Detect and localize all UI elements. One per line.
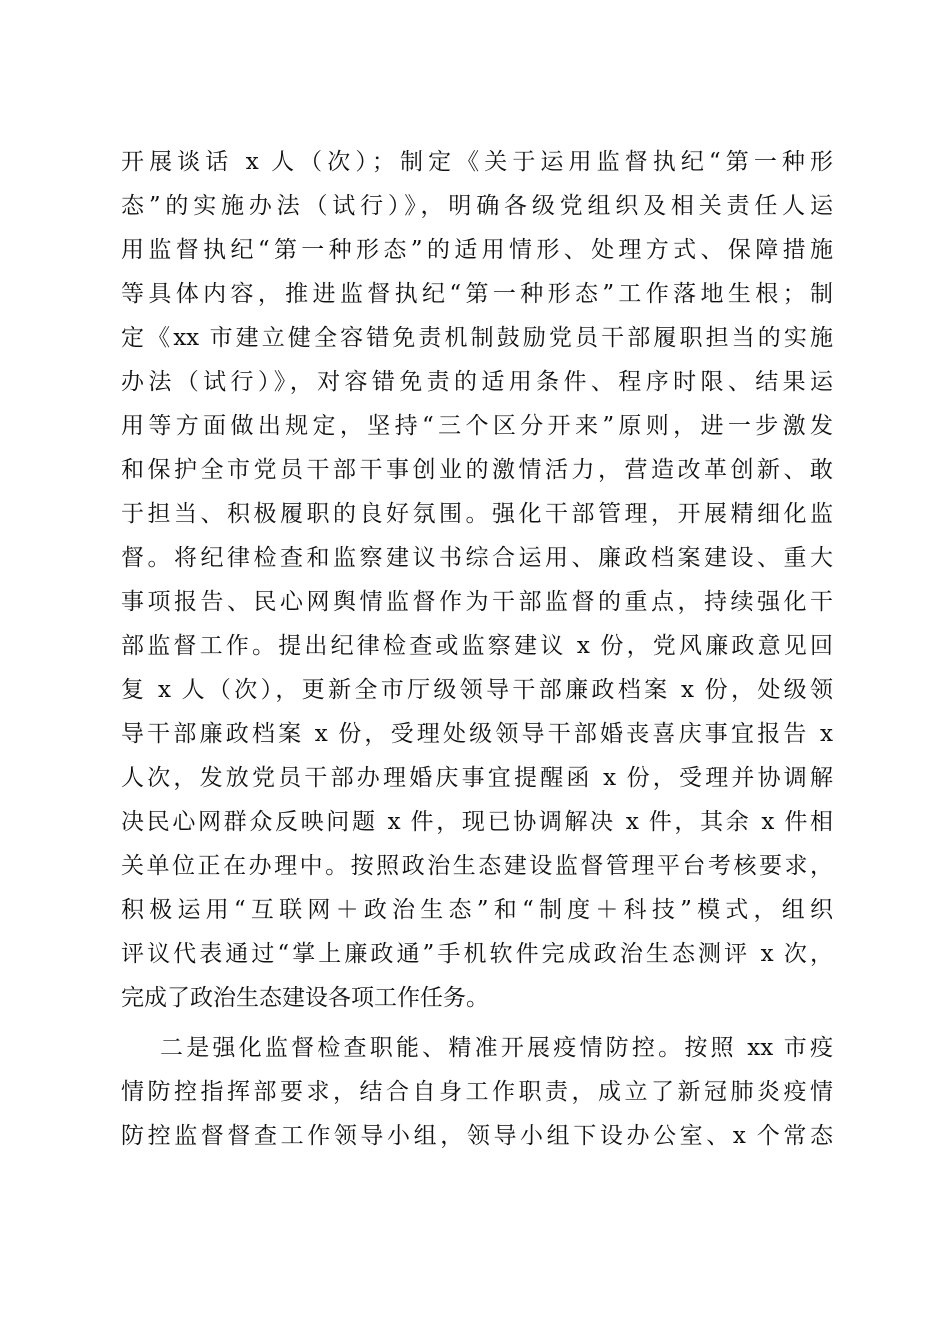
paragraph-1-line-1: 开展谈话 x 人（次）；制定《关于运用监督执纪“第一种形 <box>121 149 833 175</box>
paragraph-1-line-6: 办法（试行）》，对容错免责的适用条件、程序时限、结果运 <box>121 369 833 395</box>
paragraph-1-line-9: 于担当、积极履职的良好氛围。强化干部管理，开展精细化监 <box>121 501 833 527</box>
paragraph-1-line-13: 复 x 人（次），更新全市厅级领导干部廉政档案 x 份，处级领 <box>121 677 833 703</box>
paragraph-1-line-16: 决民心网群众反映问题 x 件，现已协调解决 x 件，其余 x 件相 <box>121 809 833 835</box>
paragraph-1-line-20: 完成了政治生态建设各项工作任务。 <box>121 985 489 1011</box>
paragraph-1-line-7: 用等方面做出规定，坚持“三个区分开来”原则，进一步激发 <box>121 413 833 439</box>
paragraph-1-line-3: 用监督执纪“第一种形态”的适用情形、处理方式、保障措施 <box>121 237 833 263</box>
paragraph-1-line-15: 人次，发放党员干部办理婚庆事宜提醒函 x 份，受理并协调解 <box>121 765 833 791</box>
paragraph-2-line-2: 情防控指挥部要求，结合自身工作职责，成立了新冠肺炎疫情 <box>121 1079 833 1105</box>
paragraph-1-line-8: 和保护全市党员干部干事创业的激情活力，营造改革创新、敢 <box>121 457 833 483</box>
paragraph-1-line-4: 等具体内容，推进监督执纪“第一种形态”工作落地生根；制 <box>121 281 833 307</box>
paragraph-1-line-11: 事项报告、民心网舆情监督作为干部监督的重点，持续强化干 <box>121 589 833 615</box>
paragraph-1-line-18: 积极运用“互联网＋政治生态”和“制度＋科技”模式，组织 <box>121 897 833 923</box>
paragraph-1-line-5: 定《xx 市建立健全容错免责机制鼓励党员干部履职担当的实施 <box>121 325 833 351</box>
paragraph-1-line-10: 督。将纪律检查和监察建议书综合运用、廉政档案建设、重大 <box>121 545 833 571</box>
paragraph-2-line-3: 防控监督督查工作领导小组，领导小组下设办公室、x 个常态 <box>121 1123 833 1149</box>
paragraph-1-line-17: 关单位正在办理中。按照政治生态建设监督管理平台考核要求， <box>121 853 833 879</box>
paragraph-1-line-2: 态”的实施办法（试行）》，明确各级党组织及相关责任人运 <box>121 193 833 219</box>
paragraph-2-line-1: 二是强化监督检查职能、精准开展疫情防控。按照 xx 市疫 <box>160 1035 833 1061</box>
paragraph-1-line-12: 部监督工作。提出纪律检查或监察建议 x 份，党风廉政意见回 <box>121 633 833 659</box>
paragraph-1-line-19: 评议代表通过“掌上廉政通”手机软件完成政治生态测评 x 次， <box>121 941 833 967</box>
paragraph-1-line-14: 导干部廉政档案 x 份，受理处级领导干部婚丧喜庆事宜报告 x <box>121 721 833 747</box>
